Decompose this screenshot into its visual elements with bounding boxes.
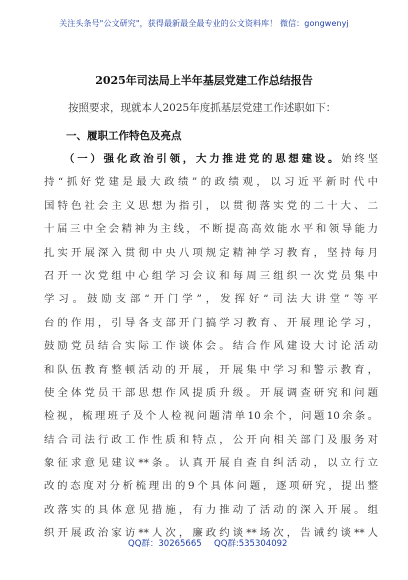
document-title: 2025年司法局上半年基层党建工作总结报告 <box>95 74 313 87</box>
body-line: 结合司法行政工作性质和特点，公开向相关部门及服务对 <box>44 433 378 446</box>
body-text <box>44 148 378 546</box>
body-line: 台的作用，引导各支部开门搞学习教育、开展理论学习， <box>44 316 378 329</box>
intro-paragraph: 按照要求，现就本人2025年度抓基层党建工作述职如下： <box>68 102 337 114</box>
qq-group-1: QQ群：30265665 <box>128 539 202 549</box>
subsection-heading: （一）强化政治引领，大力推进党的思想建设。 <box>64 153 342 165</box>
body-line: 和队伍教育整顿活动的开展，开展集中学习和警示教育， <box>44 363 378 376</box>
body-line: 改的态度对分析梳理出的9个具体问题，逐项研究，提出整 <box>44 480 378 493</box>
section-heading: 一、履职工作特色及亮点 <box>66 130 182 142</box>
body-line: 国特色社会主义思想为指引，以贯彻落实党的二十大、二 <box>44 199 378 212</box>
body-line: 召开一次党组中心组学习会议和每周三组织一次党员集中 <box>44 269 378 282</box>
body-line: 象征求意见建议**条。认真开展自查自纠活动，以立行立 <box>44 457 378 470</box>
qq-group-2: QQ群:535304092 <box>214 539 288 549</box>
body-line: 学习。鼓励支部“开门学”，发挥好“司法大讲堂”等平 <box>44 293 378 306</box>
body-line: 使全体党员干部思想作风提质升级。开展调查研究和问题 <box>44 386 378 399</box>
body-line: 持“抓好党建是最大政绩”的政绩观，以习近平新时代中 <box>44 176 378 189</box>
body-line: 改落实的具体意见措施，有力推动了活动的深入开展。组 <box>44 503 378 516</box>
body-line: 扎实开展深入贯彻中央八项规定精神学习教育，坚持每月 <box>44 246 378 259</box>
body-line: 十届三中全会精神为主线，不断提高高效能水平和领导能力 <box>44 223 378 236</box>
top-banner: 关注头条号"公文研究"，获得最新最全最专业的公文资料库！ 微信：gongwenyj <box>59 19 349 28</box>
body-line: 检视，梳理班子及个人检视问题清单10余个，问题10余条。 <box>44 410 378 423</box>
body-line-text: 始终坚 <box>341 153 378 165</box>
body-line: 织开展政治家访**人次，廉政约谈**场次，告诫约谈**人 <box>44 527 378 540</box>
body-line: 鼓励党员结合实际工作谈体会。结合作风建设大讨论活动 <box>44 340 378 353</box>
body-line <box>44 148 378 171</box>
